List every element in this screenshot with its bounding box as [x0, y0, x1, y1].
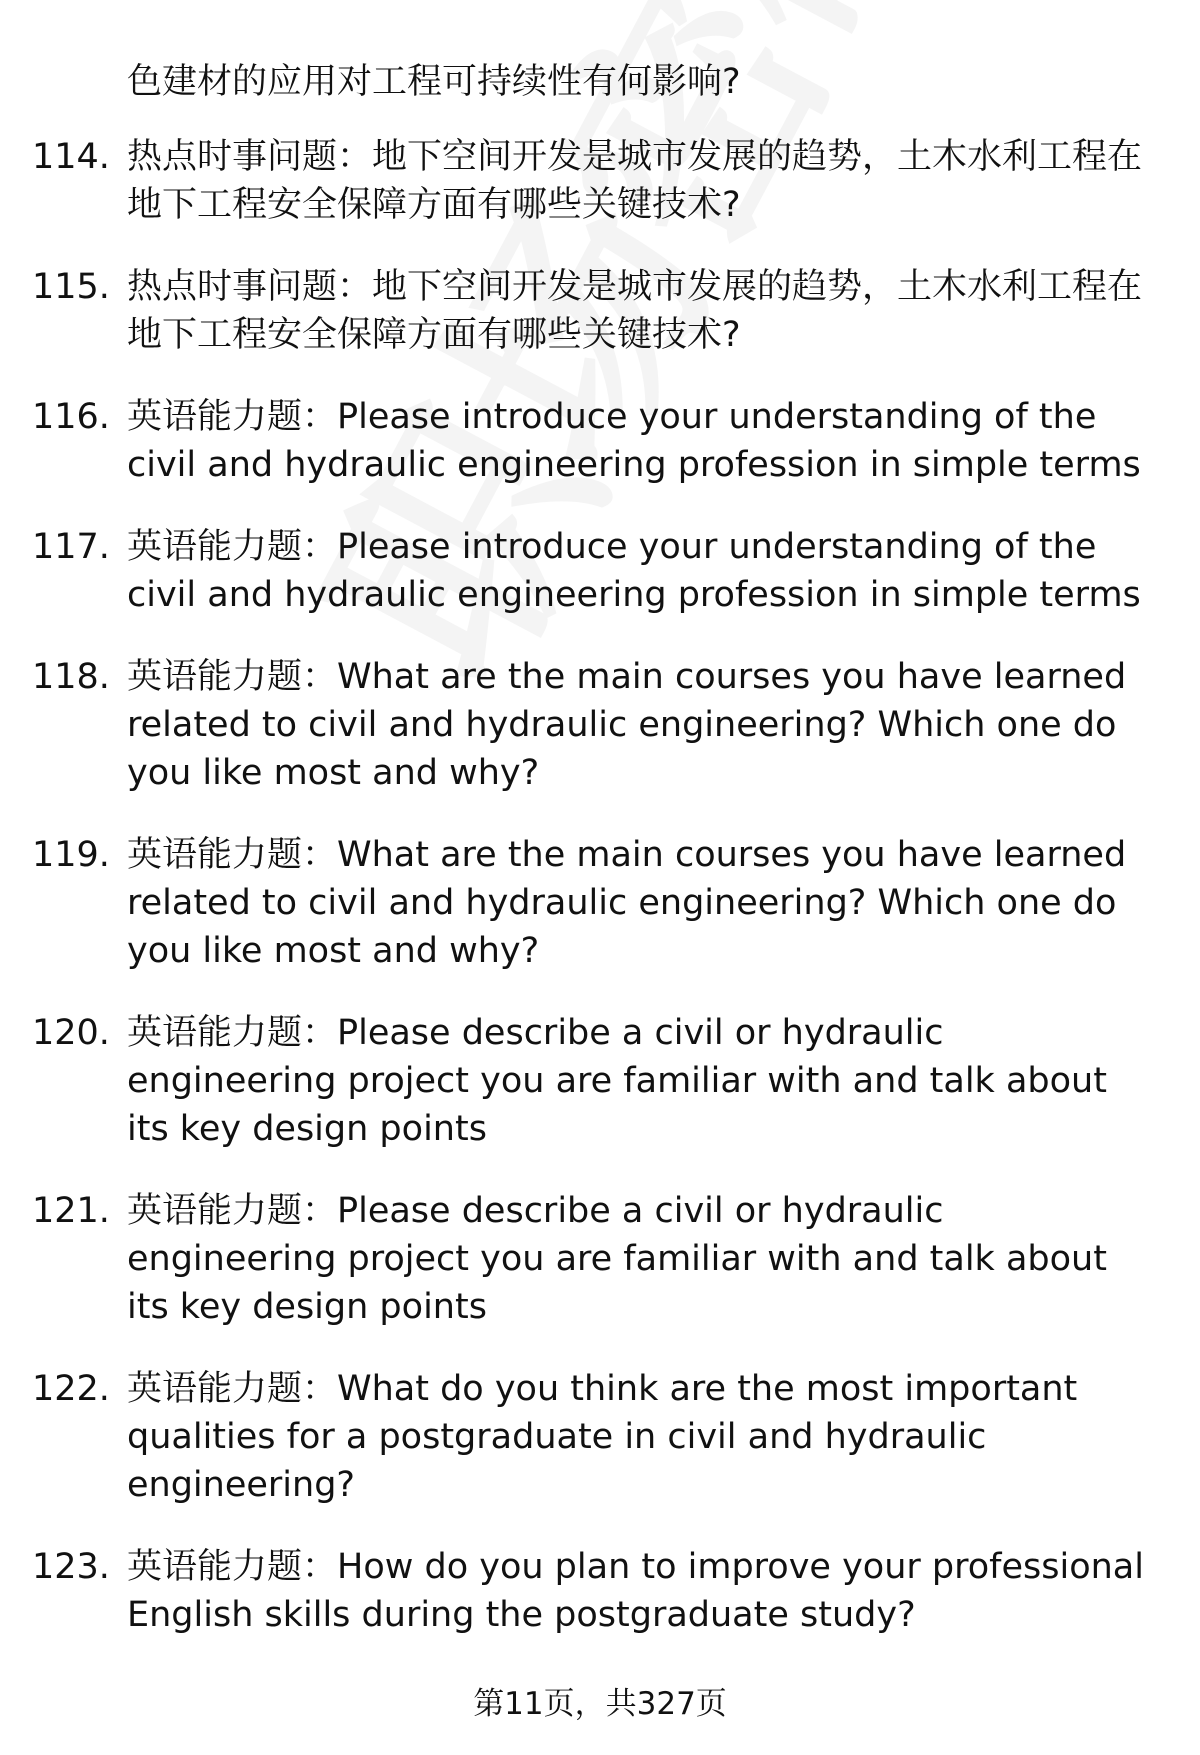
question-text: 英语能力题：What are the main courses you have learned related to civil and hydraulic engineering? Which one do you like most and why?	[127, 835, 1127, 971]
question-item	[32, 1009, 1157, 1153]
question-text: 英语能力题：Please introduce your understanding of the civil and hydraulic engineering profession in simple terms	[127, 527, 1141, 615]
question-text: 英语能力题：Please describe a civil or hydraulic engineering project you are familiar with and talk about its key design points	[127, 1013, 1107, 1149]
question-list	[32, 58, 1157, 1673]
question-item	[32, 1543, 1157, 1639]
question-number: 115.	[32, 267, 110, 307]
question-item	[32, 133, 1157, 229]
question-item	[32, 1187, 1157, 1331]
question-text: 英语能力题：Please introduce your understanding of the civil and hydraulic engineering profession in simple terms	[127, 397, 1141, 485]
question-text: 英语能力题：What are the main courses you have learned related to civil and hydraulic engineering? Which one do you like most and why?	[127, 657, 1127, 793]
question-item	[32, 393, 1157, 489]
question-number: 118.	[32, 657, 110, 697]
question-item	[32, 523, 1157, 619]
question-text: 热点时事问题：地下空间开发是城市发展的趋势，土木水利工程在地下工程安全保障方面有哪些关键技术?	[127, 137, 1143, 225]
question-text: 英语能力题：Please describe a civil or hydraulic engineering project you are familiar with and talk about its key design points	[127, 1191, 1107, 1327]
question-number: 123.	[32, 1547, 110, 1587]
question-number: 121.	[32, 1191, 110, 1231]
question-number: 119.	[32, 835, 110, 875]
question-number: 120.	[32, 1013, 110, 1053]
question-item	[32, 263, 1157, 359]
question-number: 122.	[32, 1369, 110, 1409]
question-text: 色建材的应用对工程可持续性有何影响?	[127, 62, 741, 102]
page-footer	[0, 1684, 1200, 1724]
question-number: 114.	[32, 137, 110, 177]
question-number: 117.	[32, 527, 110, 567]
question-text: 热点时事问题：地下空间开发是城市发展的趋势，土木水利工程在地下工程安全保障方面有哪些关键技术?	[127, 267, 1143, 355]
question-item	[32, 831, 1157, 975]
page-number-label: 第11页，共327页	[473, 1686, 727, 1722]
question-item	[32, 653, 1157, 797]
question-text: 英语能力题：How do you plan to improve your professional English skills during the postgraduate study?	[127, 1547, 1144, 1635]
question-number: 116.	[32, 397, 110, 437]
question-text: 英语能力题：What do you think are the most important qualities for a postgraduate in civil and hydraulic engineering?	[127, 1369, 1078, 1505]
question-item	[32, 1365, 1157, 1509]
question-item	[32, 58, 1157, 106]
